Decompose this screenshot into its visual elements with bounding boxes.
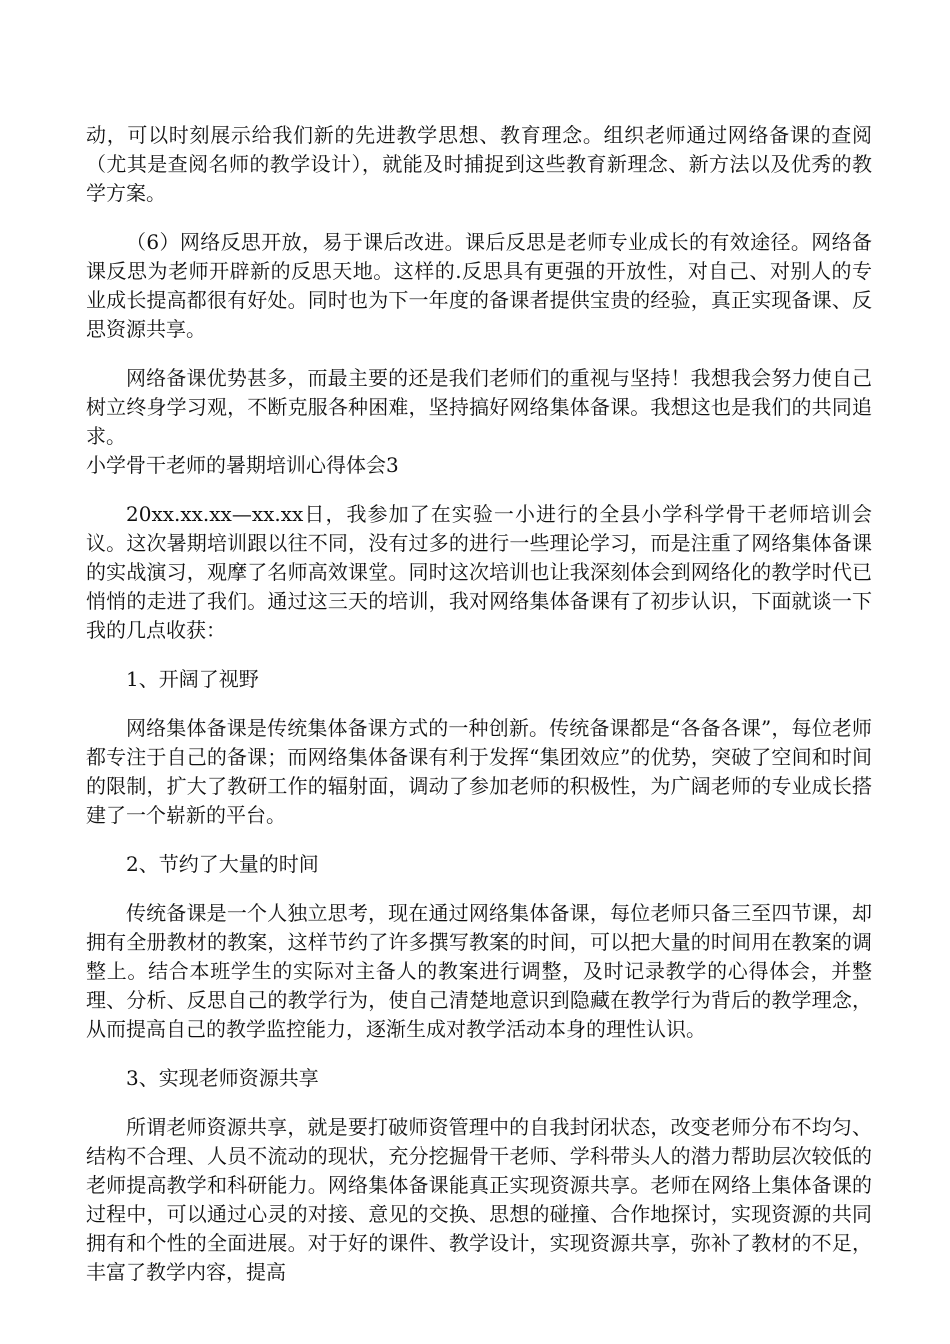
paragraph-intro: 20xx.xx.xx—xx.xx日，我参加了在实验一小进行的全县小学科学骨干老师培训会议。这次暑期培训跟以往不同，没有过多的进行一些理论学习，而是注重了网络集体备课的实战演习，观摩了名师高效课堂。同时这次培训也让我深刻体会到网络化的教学时代已悄悄的走进了我们。通过这三天的培训，我对网络集体备课有了初步认识，下面就谈一下我的几点收获： [86,502,872,642]
subheading-2: 2、节约了大量的时间 [126,852,319,876]
paragraph-continued: 动，可以时刻展示给我们新的先进教学思想、教育理念。组织老师通过网络备课的查阅（尤其是查阅名师的教学设计），就能及时捕捉到这些教育新理念、新方法以及优秀的教学方案。 [86,123,872,205]
paragraph-vision: 网络集体备课是传统集体备课方式的一种创新。传统备课都是“各备各课”，每位老师都专注于自己的备课；而网络集体备课有利于发挥“集团效应”的优势，突破了空间和时间的限制，扩大了教研工作的辐射面，调动了参加老师的积极性，为广阔老师的专业成长搭建了一个崭新的平台。 [86,716,872,827]
paragraph-time: 传统备课是一个人独立思考，现在通过网络集体备课，每位老师只备三至四节课，却拥有全册教材的教案，这样节约了许多撰写教案的时间，可以把大量的时间用在教案的调整上。结合本班学生的实际对主备人的教案进行调整，及时记录教学的心得体会，并整理、分析、反思自己的教学行为，使自己清楚地意识到隐藏在教学行为背后的教学理念，从而提高自己的教学监控能力，逐渐生成对教学活动本身的理性认识。 [86,901,872,1041]
document-page [86,121,872,1287]
paragraph-reflection: （6）网络反思开放，易于课后改进。课后反思是老师专业成长的有效途径。网络备课反思为老师开辟新的反思天地。这样的.反思具有更强的开放性，对自己、对别人的专业成长提高都很有好处。同时也为下一年度的备课者提供宝贵的经验，真正实现备课、反思资源共享。 [86,230,872,341]
paragraph-sharing: 所谓老师资源共享，就是要打破师资管理中的自我封闭状态，改变老师分布不均匀、结构不合理、人员不流动的现状，充分挖掘骨干老师、学科带头人的潜力帮助层次较低的老师提高教学和科研能力。网络集体备课能真正实现资源共享。老师在网络上集体备课的过程中，可以通过心灵的对接、意见的交换、思想的碰撞、合作地探讨，实现资源的共同拥有和个性的全面进展。对于好的课件、教学设计，实现资源共享，弥补了教材的不足，丰富了教学内容，提高 [86,1115,872,1284]
subheading-1: 1、开阔了视野 [126,667,259,691]
paragraph-advantages: 网络备课优势甚多，而最主要的还是我们老师们的重视与坚持！我想我会努力使自己树立终身学习观，不断克服各种困难，坚持搞好网络集体备课。我想这也是我们的共同追求。 [86,366,872,448]
subheading-3: 3、实现老师资源共享 [126,1066,319,1090]
section-title: 小学骨干老师的暑期培训心得体会3 [86,453,399,477]
